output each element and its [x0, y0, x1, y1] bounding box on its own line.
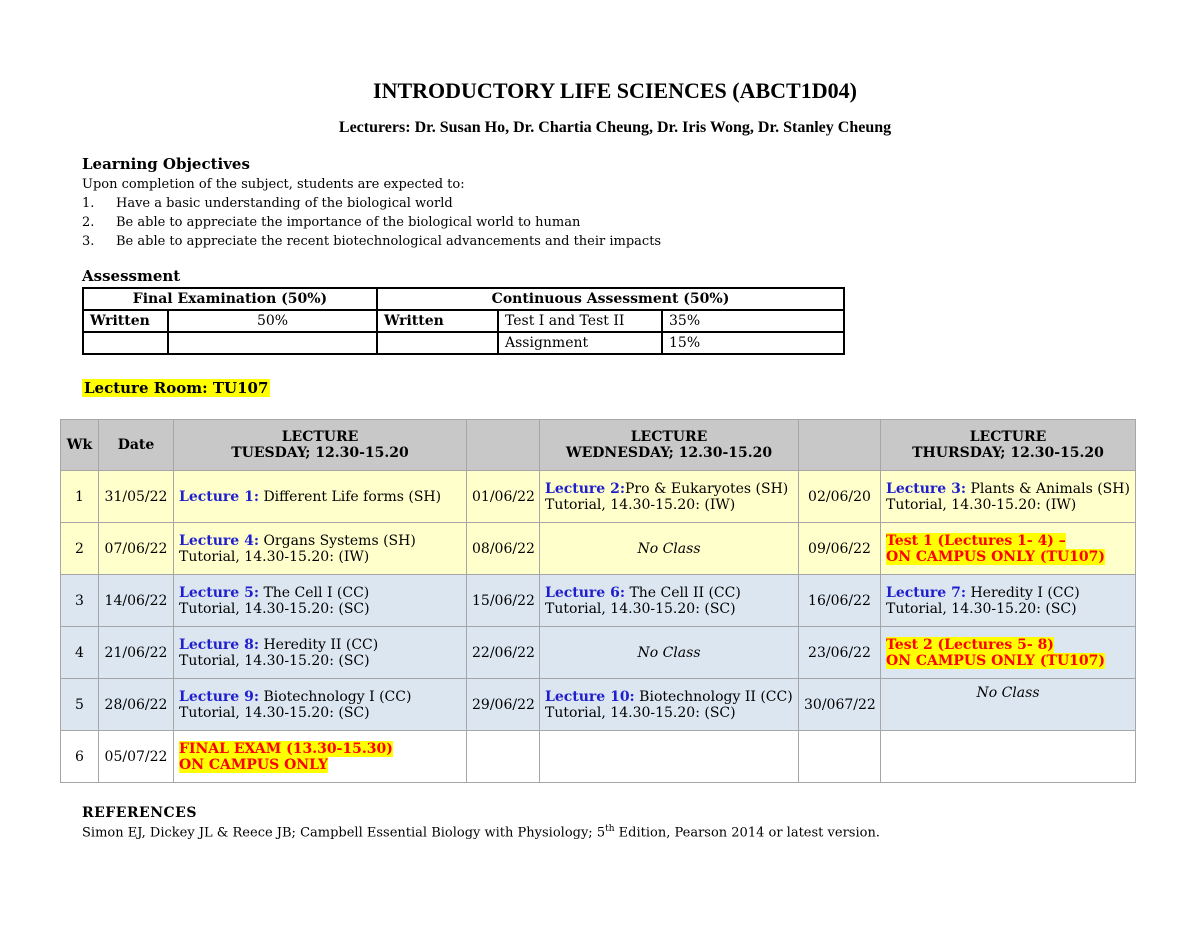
empty-cell — [168, 332, 377, 354]
assessment-header-row — [83, 288, 844, 310]
table-row — [61, 679, 1136, 731]
test-location: ON CAMPUS ONLY (TU107) — [886, 548, 1105, 565]
thursday-date: 30/067/22 — [799, 679, 881, 731]
final-exam-location: ON CAMPUS ONLY — [179, 756, 329, 773]
lecture-topic: The Cell II (CC) — [625, 584, 741, 601]
wk-header: Wk — [61, 420, 99, 471]
tuesday-date: 31/05/22 — [99, 471, 174, 523]
lecture-label: Lecture 8: — [179, 636, 259, 653]
tutorial-text: Tutorial, 14.30-15.20: (IW) — [545, 496, 736, 513]
tuesday-date: 28/06/22 — [99, 679, 174, 731]
tutorial-text: Tutorial, 14.30-15.20: (IW) — [179, 548, 370, 565]
tutorial-text: Tutorial, 14.30-15.20: (SC) — [545, 600, 736, 617]
test-value: 35% — [662, 310, 844, 332]
wednesday-date: 01/06/22 — [467, 471, 540, 523]
wednesday-date: 15/06/22 — [467, 575, 540, 627]
tuesday-lecture — [174, 575, 467, 627]
lecture-topic: The Cell I (CC) — [259, 584, 370, 601]
test-title: Test 2 (Lectures 5- 8) — [886, 636, 1054, 653]
empty-cell — [881, 731, 1136, 783]
lecture-room-label: Lecture Room: TU107 — [84, 379, 269, 397]
schedule-header-row — [61, 420, 1136, 471]
wednesday-lecture — [540, 471, 799, 523]
empty-header — [799, 420, 881, 471]
test-location: ON CAMPUS ONLY (TU107) — [886, 652, 1105, 669]
wednesday-header — [540, 420, 799, 471]
wednesday-header-line: LECTURE — [630, 429, 708, 445]
tuesday-header — [174, 420, 467, 471]
thursday-date: 09/06/22 — [799, 523, 881, 575]
wednesday-date: 08/06/22 — [467, 523, 540, 575]
objective-item — [82, 215, 580, 230]
final-exam-header: Final Examination (50%) — [83, 288, 377, 310]
thursday-test — [881, 627, 1136, 679]
objective-number: 2. — [82, 215, 95, 230]
table-row — [61, 575, 1136, 627]
empty-cell — [83, 332, 168, 354]
lecture-label: Lecture 9: — [179, 688, 259, 705]
tutorial-text: Tutorial, 14.30-15.20: (SC) — [545, 704, 736, 721]
lecture-topic: Pro & Eukaryotes (SH) — [625, 480, 789, 497]
lecture-topic: Biotechnology I (CC) — [259, 688, 412, 705]
reference-superscript: th — [605, 824, 615, 834]
thursday-date: 02/06/20 — [799, 471, 881, 523]
tuesday-date: 14/06/22 — [99, 575, 174, 627]
objective-text: Be able to appreciate the importance of the biological world to human — [116, 215, 581, 230]
tuesday-lecture — [174, 679, 467, 731]
thursday-test — [881, 523, 1136, 575]
week-number: 3 — [61, 575, 99, 627]
final-exam-title: FINAL EXAM (13.30-15.30) — [179, 740, 393, 757]
thursday-lecture — [881, 575, 1136, 627]
empty-cell — [540, 731, 799, 783]
final-exam-cell — [174, 731, 467, 783]
page-title: INTRODUCTORY LIFE SCIENCES (ABCT1D04) — [373, 78, 857, 103]
tuesday-lecture — [174, 471, 467, 523]
tuesday-header-line: TUESDAY; 12.30-15.20 — [231, 445, 409, 461]
tuesday-date: 21/06/22 — [99, 627, 174, 679]
week-number: 4 — [61, 627, 99, 679]
lecture-label: Lecture 2: — [545, 480, 625, 497]
lecture-topic: Heredity I (CC) — [966, 584, 1080, 601]
test-title: Test 1 (Lectures 1- 4) – — [886, 532, 1066, 549]
week-number: 1 — [61, 471, 99, 523]
thursday-date: 16/06/22 — [799, 575, 881, 627]
test-label: Test I and Test II — [498, 310, 662, 332]
objective-text: Be able to appreciate the recent biotechnological advancements and their impacts — [116, 234, 662, 249]
objective-text: Have a basic understanding of the biological world — [116, 196, 453, 211]
tuesday-date: 07/06/22 — [99, 523, 174, 575]
references-text — [82, 824, 880, 840]
thursday-date: 23/06/22 — [799, 627, 881, 679]
lecture-label: Lecture 5: — [179, 584, 259, 601]
thursday-lecture — [881, 471, 1136, 523]
table-row — [61, 523, 1136, 575]
lecturers-line: Lecturers: Dr. Susan Ho, Dr. Chartia Cheung, Dr. Iris Wong, Dr. Stanley Cheung — [338, 119, 892, 136]
tuesday-lecture — [174, 523, 467, 575]
lecture-topic: Different Life forms (SH) — [259, 488, 442, 505]
assessment-row — [83, 310, 844, 332]
references-heading: REFERENCES — [82, 805, 197, 821]
lecture-label: Lecture 1: — [179, 488, 259, 505]
lecture-topic: Heredity II (CC) — [259, 636, 379, 653]
wednesday-header-line: WEDNESDAY; 12.30-15.20 — [565, 445, 773, 461]
table-row — [61, 471, 1136, 523]
learning-objectives-heading: Learning Objectives — [82, 155, 250, 173]
week-number: 5 — [61, 679, 99, 731]
tutorial-text: Tutorial, 14.30-15.20: (IW) — [886, 496, 1077, 513]
written-value: 50% — [168, 310, 377, 332]
thursday-header — [881, 420, 1136, 471]
lecture-topic: Biotechnology II (CC) — [634, 688, 793, 705]
written-label: Written — [83, 310, 168, 332]
tuesday-header-line: LECTURE — [281, 429, 359, 445]
lecture-label: Lecture 3: — [886, 480, 966, 497]
assessment-table — [82, 287, 845, 355]
written-label: Written — [377, 310, 498, 332]
lecture-topic: Organs Systems (SH) — [259, 532, 416, 549]
lecture-label: Lecture 10: — [545, 688, 635, 705]
reference-citation: Simon EJ, Dickey JL & Reece JB; Campbell Essential Biology with Physiology; 5 — [82, 825, 606, 841]
lecture-label: Lecture 4: — [179, 532, 259, 549]
wednesday-lecture — [540, 575, 799, 627]
assignment-value: 15% — [662, 332, 844, 354]
empty-cell — [799, 731, 881, 783]
tutorial-text: Tutorial, 14.30-15.20: (SC) — [886, 600, 1077, 617]
week-number: 6 — [61, 731, 99, 783]
empty-cell — [377, 332, 498, 354]
lecture-label: Lecture 6: — [545, 584, 625, 601]
empty-cell — [467, 731, 540, 783]
wednesday-date: 29/06/22 — [467, 679, 540, 731]
schedule-table — [60, 419, 1136, 783]
objective-number: 3. — [82, 234, 95, 249]
continuous-assessment-header: Continuous Assessment (50%) — [377, 288, 844, 310]
empty-header — [467, 420, 540, 471]
wednesday-date: 22/06/22 — [467, 627, 540, 679]
lecture-label: Lecture 7: — [886, 584, 966, 601]
learning-objectives-intro: Upon completion of the subject, students are expected to: — [82, 177, 465, 192]
objective-item — [82, 234, 661, 249]
tutorial-text: Tutorial, 14.30-15.20: (SC) — [179, 704, 370, 721]
table-row — [61, 731, 1136, 783]
tutorial-text: Tutorial, 14.30-15.20: (SC) — [179, 600, 370, 617]
wednesday-lecture — [540, 679, 799, 731]
tuesday-date: 05/07/22 — [99, 731, 174, 783]
thursday-header-line: THURSDAY; 12.30-15.20 — [912, 445, 1104, 461]
objective-item — [82, 196, 453, 211]
no-class-text: No Class — [881, 679, 1136, 731]
tuesday-lecture — [174, 627, 467, 679]
table-row — [61, 627, 1136, 679]
lecture-topic: Plants & Animals (SH) — [966, 480, 1130, 497]
no-class-text: No Class — [540, 627, 799, 679]
date-header: Date — [99, 420, 174, 471]
tutorial-text: Tutorial, 14.30-15.20: (SC) — [179, 652, 370, 669]
thursday-header-line: LECTURE — [969, 429, 1047, 445]
objective-number: 1. — [82, 196, 95, 211]
assignment-label: Assignment — [498, 332, 662, 354]
assessment-row — [83, 332, 844, 354]
assessment-heading: Assessment — [82, 267, 181, 285]
week-number: 2 — [61, 523, 99, 575]
reference-citation-end: Edition, Pearson 2014 or latest version. — [614, 825, 880, 841]
no-class-text: No Class — [540, 523, 799, 575]
